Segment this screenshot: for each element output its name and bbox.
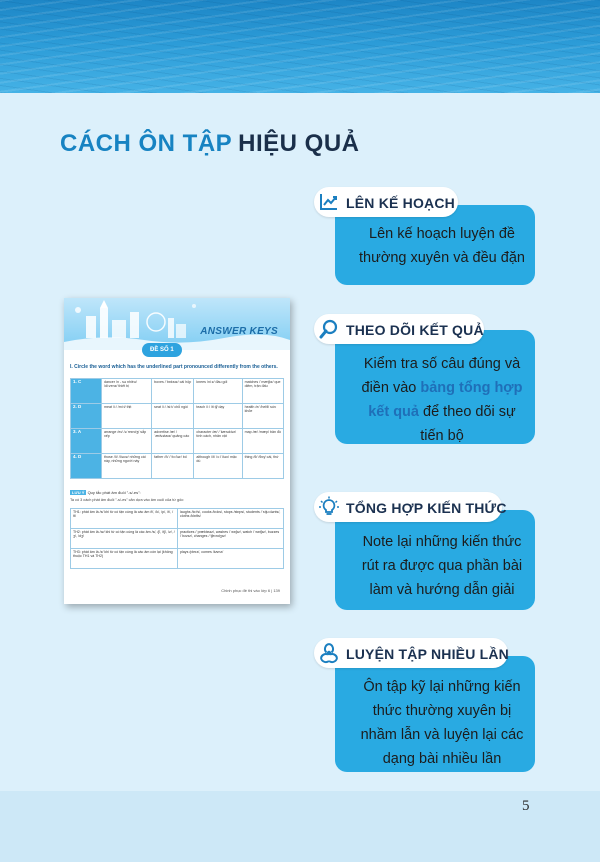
table-cell: knees /niːz/ đầu gối [194,379,242,404]
table-cell: arrange /eɪ/ /əˈreɪndʒ/ sắp xếp [102,429,152,454]
table-cell: matches /ˈmætʃɪz/ que diêm, trận đấu [242,379,283,404]
answer-page-header [64,298,290,350]
table-cell: advertise /æ/ /ˈædvətaɪz/ quảng cáo [152,429,194,454]
table-cell: seat /iː/ /siːt/ chỗ ngồi [152,404,194,429]
answer-number: 4. D [71,454,102,479]
page-title [60,130,360,158]
exam-number-badge: ĐỀ SỐ 1 [142,343,182,357]
card-practice-text: Ôn tập kỹ lại những kiến thức thường xuyên bị nhầm lẫn và luyện lại các dạng bài nhiều lần [360,679,524,767]
sample-answer-page [64,298,290,604]
card-plan-label: LÊN KẾ HOẠCH [346,195,455,211]
title-accent: CÁCH ÔN TẬP [60,130,233,157]
table-cell: dancer /n - sə nhiều/ /di:venz/ thiết bị [102,379,152,404]
table-cell: although /ð/ /ɔːlˈðəʊ/ mặc dù [194,454,242,479]
answer-keys-heading: ANSWER KEYS [200,326,278,337]
note-subtitle: Ta có 3 cách phát âm đuôi "-s/-es" căn dựa vào âm cuối của từ gốc: [70,498,185,502]
table-cell: health /e/ /helθ/ sức khỏe [242,404,283,429]
table-row [71,379,284,404]
table-cell: thing /θ/ /θɪŋ/ cái, thứ [242,454,283,479]
answer-number: 3. A [71,429,102,454]
table-cell: teach /iː/ /tiːtʃ/ dạy [194,404,242,429]
table-row [71,549,284,569]
note-tag: LƯU Ý [72,490,85,495]
card-track-label: THEO DÕI KẾT QUẢ [346,322,484,338]
page-number: 5 [522,798,530,814]
answer-table [70,378,284,479]
card-track-highlight: bảng tổng hợp kết quả [368,380,523,420]
table-cell: father /ð/ /ˈfɑːðər/ bố [152,454,194,479]
title-dark: HIỆU QUẢ [238,130,360,157]
table-cell: those /ð/ /ðəʊz/ những cái này, những người này [102,454,152,479]
answer-number: 1. C [71,379,102,404]
card-practice-label: LUYỆN TẬP NHIỀU LẦN [346,646,509,662]
card-summary-text: Note lại những kiến thức rút ra được qua phần bài làm và hướng dẫn giải [361,534,523,598]
card-track-text-end: để theo dõi sự tiến bộ [420,404,516,444]
footer-band [0,791,600,862]
table-cell: map /æ/ /mæp/ bản đồ [242,429,283,454]
table-row [71,454,284,479]
chart-growth-icon [318,191,340,213]
rule-examples: practices /ˈpræktɪsɪz/, washes /ˈwɒʃɪz/, watch /ˈwɒtʃɪz/, buzzes /ˈbʌzɪz/, changes /ˈtʃeɪndʒɪz/ [178,529,284,549]
note-title: Quy tắc phát âm đuôi "-s/-es": [87,490,141,495]
table-row [71,404,284,429]
rule-text: TH2: phát âm là /ɪz/ khi từ có tận cùng là các âm /s/, /ʃ/, /tʃ/, /z/, /ʒ/, /dʒ/ [71,529,178,549]
table-cell: character /æ/ /ˈkærəktər/ tính cách, nhân vật [194,429,242,454]
table-row [71,529,284,549]
answer-number: 2. D [71,404,102,429]
biohazard-icon [318,642,340,664]
city-skyline-illustration [64,298,290,350]
card-track-text [358,352,526,448]
lightbulb-icon [318,496,340,518]
table-row [71,509,284,529]
rule-text: TH3: phát âm là /z/ khi từ có tận cùng là các âm còn lại (không thuộc TH1 và TH2) [71,549,178,569]
book-page-footer: Chinh phục đề thi vào lớp 6 | 139 [221,588,280,593]
card-plan-text: Lên kế hoạch luyện đề thường xuyên và đều đặn [359,226,525,266]
sea-banner [0,0,600,93]
question-instruction: I. Circle the word which has the underlined part pronounced differently from the others. [70,364,278,370]
magnifier-icon [318,318,340,340]
table-row [71,429,284,454]
card-track-text-start: Kiểm tra số câu đúng và điền vào [361,356,521,396]
table-cell: boxes /ˈbɒksɪz/ cái hộp [152,379,194,404]
rule-text: TH1: phát âm là /s/ khi từ có tận cùng là các âm /f/, /k/, /p/, /t/, /θ/ [71,509,178,529]
note-line [70,490,141,495]
table-cell: meat /iː/ /miːt/ thịt [102,404,152,429]
rule-examples: laughs /lɑːfs/, cooks /kʊks/, stops /stɒps/, students /ˈstjuːdənts/, cloths /klɒθs/ [178,509,284,529]
card-summary-label: TỔNG HỢP KIẾN THỨC [346,500,507,516]
pronunciation-rules-table [70,508,284,569]
rule-examples: plays /pleɪz/, comes /kʌmz/ [178,549,284,569]
